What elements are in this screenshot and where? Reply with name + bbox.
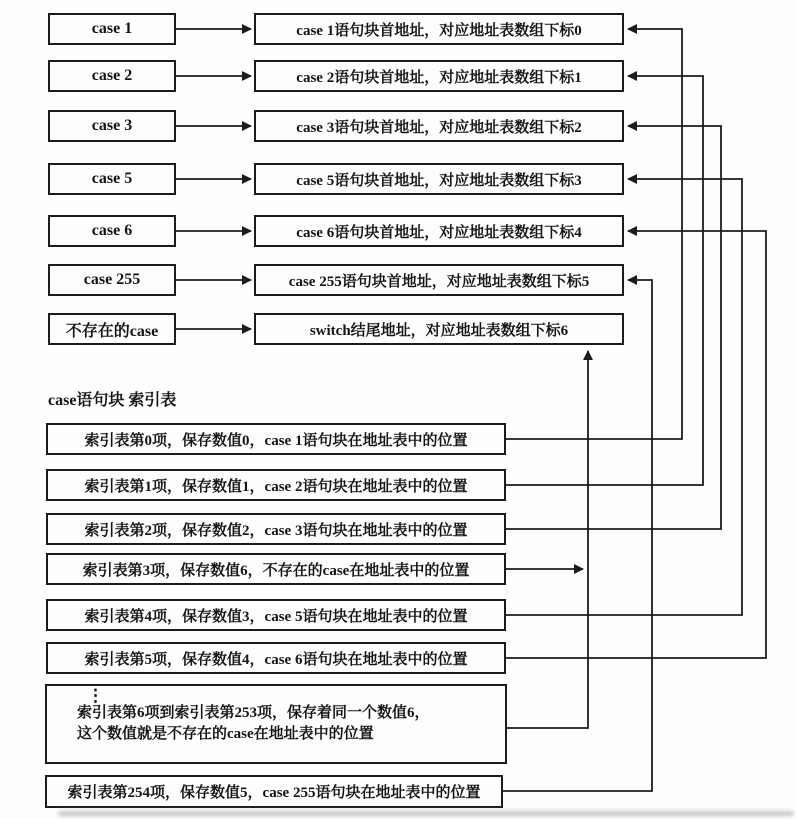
case-box-3: case 3	[48, 110, 176, 142]
scan-edge-smudge	[58, 811, 794, 816]
case-box-2: case 2	[48, 60, 176, 92]
address-box-0: case 1语句块首地址，对应地址表数组下标0	[254, 13, 624, 45]
address-box-5: case 255语句块首地址，对应地址表数组下标5	[254, 264, 624, 296]
case-box-255: case 255	[48, 264, 176, 296]
address-box-2: case 3语句块首地址，对应地址表数组下标2	[254, 110, 624, 142]
address-box-4: case 6语句块首地址，对应地址表数组下标4	[254, 215, 624, 247]
index-row-2: 索引表第2项，保存数值2，case 3语句块在地址表中的位置	[46, 513, 506, 545]
case-box-nonexistent: 不存在的case	[48, 313, 176, 345]
ellipsis-box-line1: 索引表第6项到索引表第253项，保存着同一个数值6，	[77, 705, 430, 721]
index-row-3: 索引表第3项，保存数值6，不存在的case在地址表中的位置	[46, 553, 506, 585]
index-row-4: 索引表第4项，保存数值3，case 5语句块在地址表中的位置	[46, 599, 506, 631]
address-box-6: switch结尾地址，对应地址表数组下标6	[254, 313, 624, 345]
case-box-5: case 5	[48, 163, 176, 195]
address-box-3: case 5语句块首地址，对应地址表数组下标3	[254, 163, 624, 195]
index-row-0: 索引表第0项，保存数值0，case 1语句块在地址表中的位置	[46, 423, 506, 455]
index-table-title: case语句块 索引表	[48, 392, 177, 409]
ellipsis-box-line2: 这个数值就是不存在的case在地址表中的位置	[77, 726, 374, 742]
index-rows-6-to-253-box	[45, 684, 507, 764]
case-box-1: case 1	[48, 13, 176, 45]
index-row-5: 索引表第5项，保存数值4，case 6语句块在地址表中的位置	[46, 642, 506, 674]
case-box-6: case 6	[48, 215, 176, 247]
index-row-254: 索引表第254项，保存数值5，case 255语句块在地址表中的位置	[45, 775, 503, 808]
vertical-ellipsis: ⋮	[87, 686, 104, 705]
index-row-1: 索引表第1项，保存数值1，case 2语句块在地址表中的位置	[46, 469, 506, 501]
address-box-1: case 2语句块首地址，对应地址表数组下标1	[254, 60, 624, 92]
